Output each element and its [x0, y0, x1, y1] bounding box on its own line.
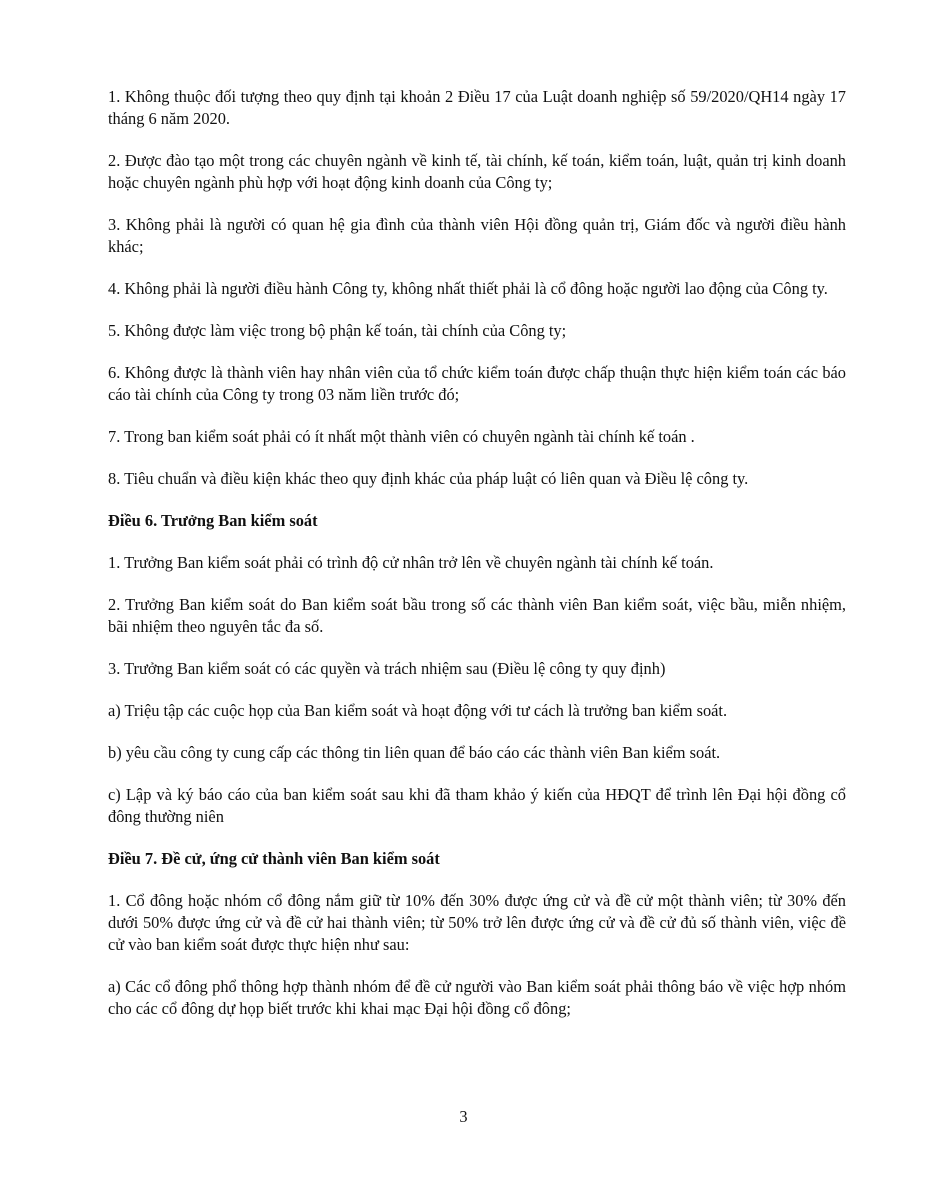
document-body — [108, 86, 846, 1040]
section-heading-article-6: Điều 6. Trưởng Ban kiểm soát — [108, 511, 318, 530]
paragraph-8: 8. Tiêu chuẩn và điều kiện khác theo quy định khác của pháp luật có liên quan và Điều lệ công ty. — [108, 469, 749, 488]
article-6-item-b: b) yêu cầu công ty cung cấp các thông tin liên quan để báo cáo các thành viên Ban kiểm soát. — [108, 743, 721, 762]
paragraph-6: 6. Không được là thành viên hay nhân viên của tổ chức kiểm toán được chấp thuận thực hiện kiểm toán các báo cáo tài chính của Công ty trong 03 năm liền trước đó; — [108, 363, 846, 404]
paragraph-1: 1. Không thuộc đối tượng theo quy định tại khoản 2 Điều 17 của Luật doanh nghiệp số 59/2020/QH14 ngày 17 tháng 6 năm 2020. — [108, 87, 846, 128]
paragraph-4: 4. Không phải là người điều hành Công ty, không nhất thiết phải là cổ đông hoặc người lao động của Công ty. — [108, 279, 828, 298]
article-6-clause-1: 1. Trưởng Ban kiểm soát phải có trình độ cử nhân trở lên về chuyên ngành tài chính kế toán. — [108, 553, 714, 572]
article-6-clause-2: 2. Trưởng Ban kiểm soát do Ban kiểm soát bầu trong số các thành viên Ban kiểm soát, việc bầu, miễn nhiệm, bãi nhiệm theo nguyên tắc đa số. — [108, 595, 846, 636]
article-7-item-a: a) Các cổ đông phổ thông hợp thành nhóm để đề cử người vào Ban kiểm soát phải thông báo về việc hợp nhóm cho các cổ đông dự họp biết trước khi khai mạc Đại hội đồng cổ đông; — [108, 977, 846, 1018]
paragraph-3: 3. Không phải là người có quan hệ gia đình của thành viên Hội đồng quản trị, Giám đốc và người điều hành khác; — [108, 215, 846, 256]
paragraph-5: 5. Không được làm việc trong bộ phận kế toán, tài chính của Công ty; — [108, 321, 567, 340]
section-heading-article-7: Điều 7. Đề cử, ứng cử thành viên Ban kiểm soát — [108, 849, 440, 868]
article-6-item-a: a) Triệu tập các cuộc họp của Ban kiểm soát và hoạt động với tư cách là trưởng ban kiểm soát. — [108, 701, 728, 720]
article-6-item-c: c) Lập và ký báo cáo của ban kiểm soát sau khi đã tham khảo ý kiến của HĐQT để trình lên Đại hội đồng cổ đông thường niên — [108, 785, 846, 826]
paragraph-7: 7. Trong ban kiểm soát phải có ít nhất một thành viên có chuyên ngành tài chính kế toán . — [108, 427, 695, 446]
paragraph-2: 2. Được đào tạo một trong các chuyên ngành về kinh tế, tài chính, kế toán, kiểm toán, luật, quản trị kinh doanh hoặc chuyên ngành phù hợp với hoạt động kinh doanh của Công ty; — [108, 151, 846, 192]
page-number: 3 — [459, 1107, 468, 1126]
article-6-clause-3: 3. Trưởng Ban kiểm soát có các quyền và trách nhiệm sau (Điều lệ công ty quy định) — [108, 659, 666, 678]
article-7-clause-1: 1. Cổ đông hoặc nhóm cổ đông nắm giữ từ 10% đến 30% được ứng cử và đề cử một thành viên; từ 30% đến dưới 50% được ứng cử và đề cử hai thành viên; từ 50% trở lên được ứng cử và đề cử đủ số thành viên, việc đề cử vào ban kiểm soát được thực hiện như sau: — [108, 891, 846, 954]
